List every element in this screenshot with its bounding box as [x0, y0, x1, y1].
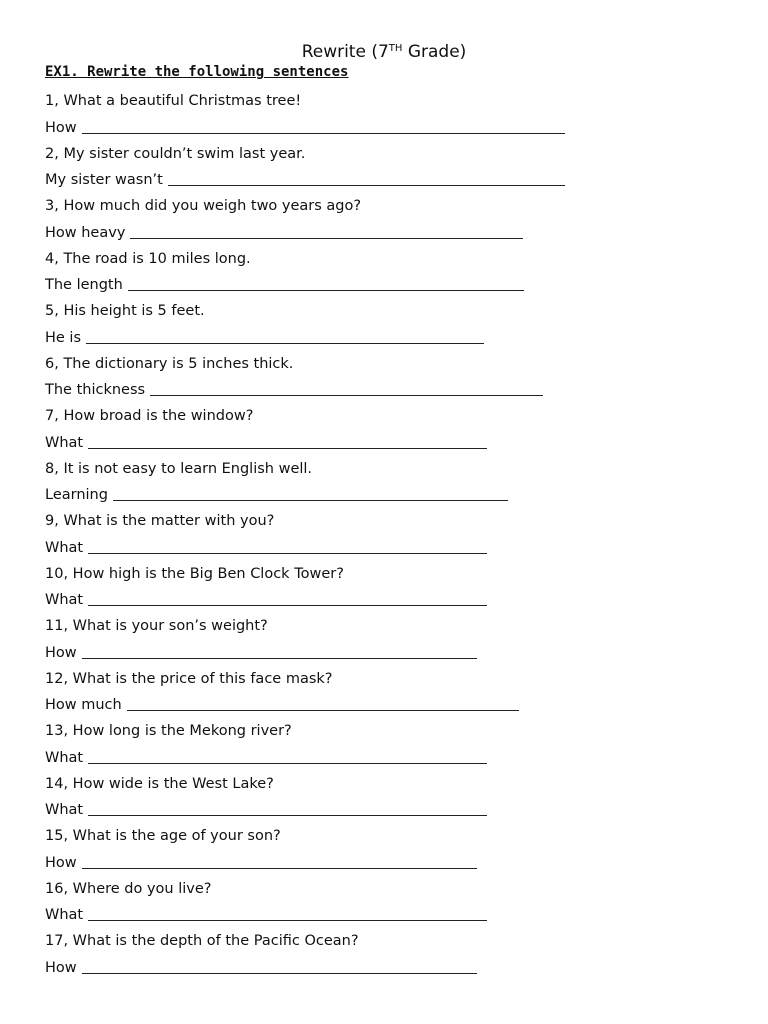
answer-prompt: How much	[45, 697, 122, 713]
answer-line	[45, 114, 745, 140]
answer-line	[45, 429, 745, 455]
answer-blank[interactable]	[88, 448, 487, 449]
title-text: Rewrite (7	[301, 42, 389, 62]
answer-prompt: How heavy	[45, 224, 126, 241]
section-heading: EX1. Rewrite the following sentences	[45, 64, 349, 80]
answer-prompt: What	[45, 434, 84, 451]
exercise-item	[45, 771, 745, 824]
answer-blank[interactable]	[88, 763, 487, 764]
exercise-item	[45, 666, 745, 719]
exercise-item	[45, 928, 745, 981]
exercise-item	[45, 508, 745, 561]
answer-blank[interactable]	[127, 710, 519, 711]
answer-blank[interactable]	[82, 133, 565, 134]
exercise-item	[45, 298, 745, 351]
answer-line	[45, 534, 745, 560]
question-text: 10, How high is the Big Ben Clock Tower?	[45, 565, 344, 582]
answer-blank[interactable]	[113, 500, 508, 501]
answer-blank[interactable]	[82, 868, 477, 869]
question-text: 13, How long is the Mekong river?	[45, 723, 292, 739]
question-text: 8, It is not easy to learn English well.	[45, 460, 313, 477]
exercise-item	[45, 876, 745, 929]
answer-blank[interactable]	[128, 290, 524, 291]
answer-blank[interactable]	[150, 395, 543, 396]
question-text: 17, What is the depth of the Pacific Ocean?	[45, 933, 359, 949]
exercise-item	[45, 246, 745, 299]
answer-prompt: How	[45, 119, 77, 136]
question-text: 9, What is the matter with you?	[45, 513, 275, 529]
answer-prompt: He is	[45, 329, 82, 346]
title-tail: Grade)	[402, 42, 467, 62]
answer-prompt: The length	[45, 277, 123, 293]
answer-blank[interactable]	[88, 553, 487, 554]
answer-prompt: How	[45, 854, 77, 871]
question-text: 4, The road is 10 miles long.	[45, 250, 251, 267]
answer-blank[interactable]	[88, 605, 487, 606]
question-text: 11, What is your son’s weight?	[45, 618, 268, 634]
answer-blank[interactable]	[130, 238, 523, 239]
answer-line	[45, 324, 745, 350]
answer-prompt: What	[45, 539, 84, 556]
answer-blank[interactable]	[168, 185, 565, 186]
answer-line	[45, 377, 745, 403]
exercise-item	[45, 403, 745, 456]
question-text: 12, What is the price of this face mask?	[45, 670, 333, 687]
answer-prompt: My sister wasn’t	[45, 172, 163, 188]
question-text: 1, What a beautiful Christmas tree!	[45, 93, 302, 109]
exercise-item	[45, 613, 745, 666]
answer-line	[45, 692, 745, 718]
answer-blank[interactable]	[82, 658, 477, 659]
exercise-item	[45, 456, 745, 509]
exercise-item	[45, 351, 745, 404]
exercise-item	[45, 561, 745, 614]
question-text: 15, What is the age of your son?	[45, 828, 281, 844]
question-text: 3, How much did you weigh two years ago?	[45, 198, 362, 214]
exercise-item	[45, 718, 745, 771]
answer-line	[45, 587, 745, 613]
answer-prompt: How	[45, 959, 77, 976]
exercise-item	[45, 88, 745, 141]
question-text: 2, My sister couldn’t swim last year.	[45, 145, 306, 162]
exercise-list	[45, 88, 745, 981]
question-text: 7, How broad is the window?	[45, 408, 254, 424]
question-text: 6, The dictionary is 5 inches thick.	[45, 355, 294, 372]
answer-prompt: What	[45, 907, 84, 923]
answer-prompt: Learning	[45, 487, 108, 503]
answer-line	[45, 744, 745, 770]
answer-prompt: What	[45, 749, 84, 766]
answer-line	[45, 849, 745, 875]
question-text: 16, Where do you live?	[45, 880, 212, 897]
answer-line	[45, 219, 745, 245]
answer-blank[interactable]	[82, 973, 477, 974]
answer-line	[45, 482, 745, 508]
title-superscript: TH	[388, 43, 403, 54]
answer-line	[45, 954, 745, 980]
answer-blank[interactable]	[86, 343, 484, 344]
answer-line	[45, 167, 745, 193]
answer-prompt: What	[45, 802, 84, 818]
answer-line	[45, 797, 745, 823]
answer-blank[interactable]	[88, 920, 487, 921]
answer-line	[45, 639, 745, 665]
answer-prompt: How	[45, 644, 77, 661]
answer-blank[interactable]	[88, 815, 487, 816]
answer-prompt: The thickness	[45, 382, 146, 398]
page-title	[0, 42, 768, 62]
question-text: 14, How wide is the West Lake?	[45, 775, 274, 792]
exercise-item	[45, 193, 745, 246]
answer-line	[45, 272, 745, 298]
question-text: 5, His height is 5 feet.	[45, 303, 205, 319]
exercise-item	[45, 823, 745, 876]
answer-prompt: What	[45, 592, 84, 608]
answer-line	[45, 902, 745, 928]
exercise-item	[45, 141, 745, 194]
